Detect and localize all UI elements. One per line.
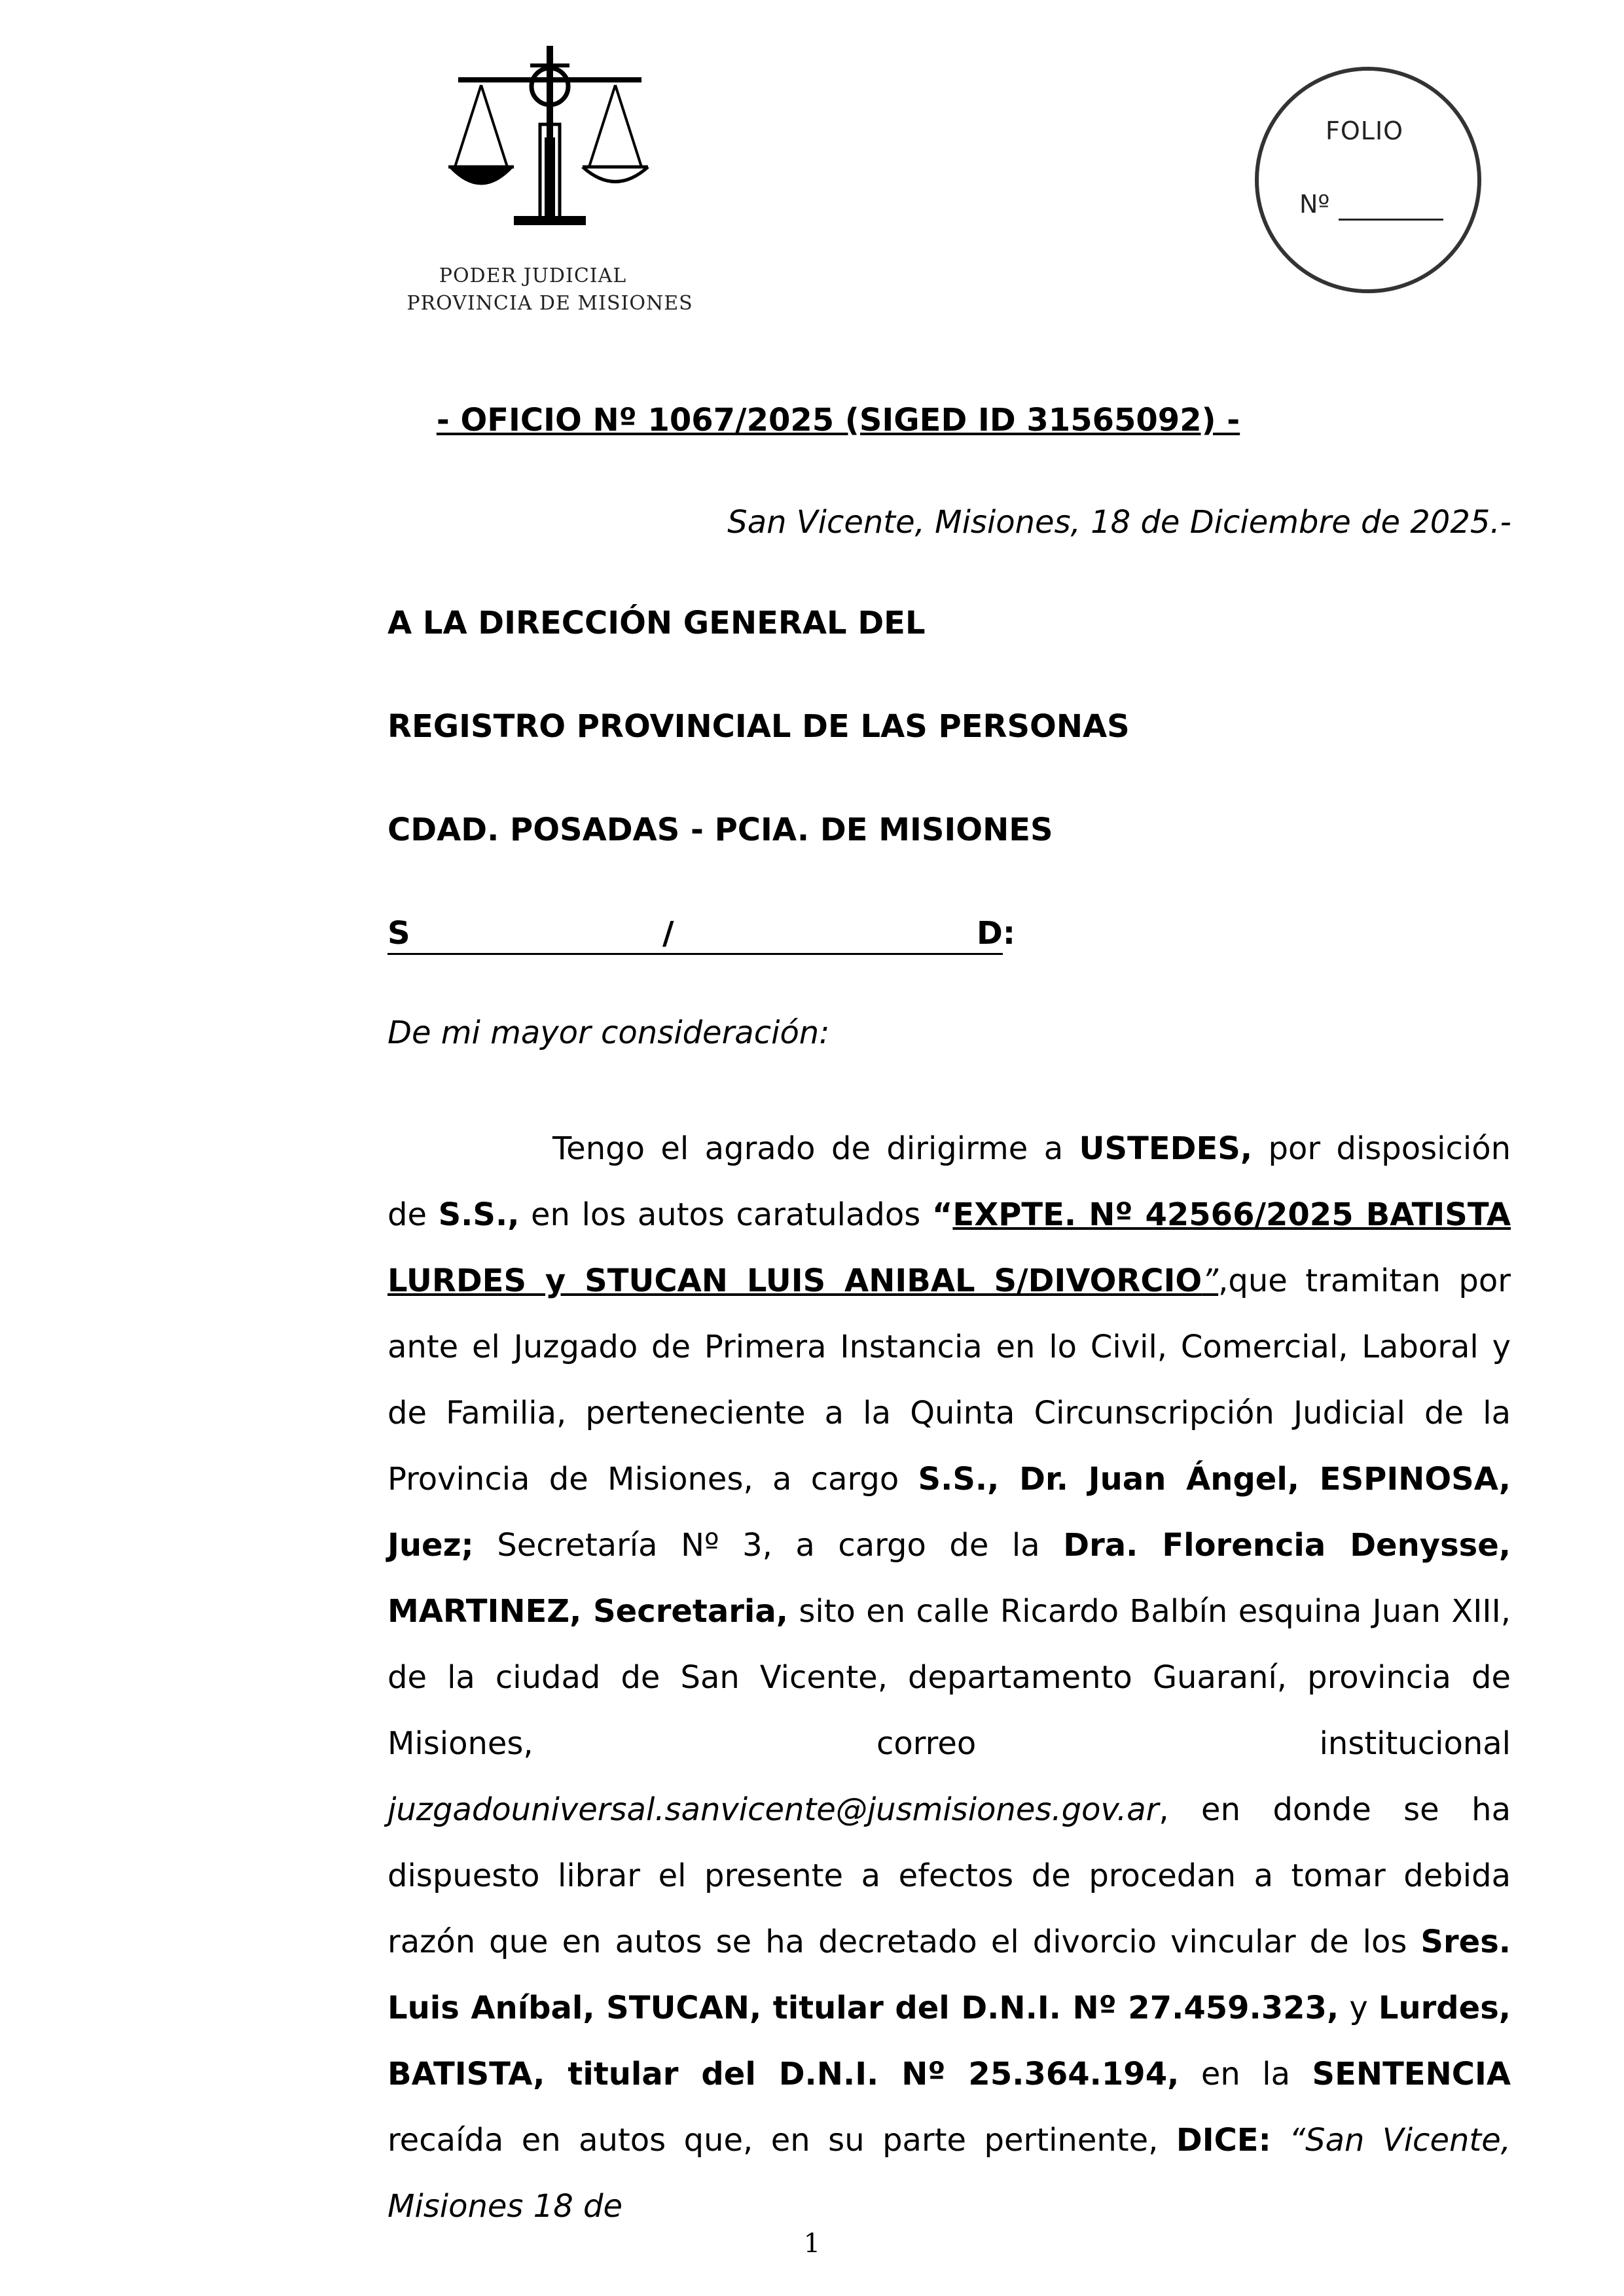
- body-text-2: por disposición de: [388, 1130, 1511, 1233]
- logo-text-line1: PODER JUDICIAL: [439, 264, 627, 287]
- document-date: San Vicente, Misiones, 18 de Diciembre de 2025.-: [727, 504, 1511, 541]
- body-quote-start: “San Vicente, Misiones 18 de: [388, 2122, 1511, 2225]
- body-text-5: Secretaría Nº 3, a cargo de la: [473, 1527, 1064, 1564]
- body-bold-dice: DICE:: [1176, 2122, 1271, 2159]
- body-quote-close: ”: [1202, 1263, 1219, 1299]
- sd-s: S: [388, 915, 410, 952]
- body-text-8: y: [1339, 1990, 1379, 2026]
- logo-text-line2: PROVINCIA DE MISIONES: [406, 292, 693, 315]
- body-quote-open: “: [931, 1196, 953, 1233]
- folio-number-label: Nº: [1299, 190, 1330, 219]
- folio-number-blank: [1339, 219, 1443, 221]
- address-line-1: A LA DIRECCIÓN GENERAL DEL: [388, 605, 926, 641]
- body-text-6: sito en calle Ricardo Balbín esquina Juan XIII, de la ciudad de San Vicente, departamento Guaraní, provincia de Misiones, correo institucional: [388, 1593, 1511, 1762]
- body-bold-judge: S.S., Dr. Juan Ángel, ESPINOSA, Juez;: [388, 1461, 1511, 1564]
- su-despacho: [388, 915, 1042, 956]
- document-heading: [0, 402, 1624, 439]
- body-bold-ustedes: USTEDES,: [1079, 1130, 1253, 1167]
- body-text-10: recaída en autos que, en su parte pertinente,: [388, 2122, 1176, 2159]
- folio-label: FOLIO: [1326, 117, 1404, 145]
- folio-stamp: [1254, 65, 1483, 295]
- body-text-3: en los autos caratulados: [519, 1196, 932, 1233]
- address-line-2: REGISTRO PROVINCIAL DE LAS PERSONAS: [388, 708, 1130, 745]
- court-logo: [406, 39, 694, 315]
- body-text-1: Tengo el agrado de dirigirme a: [552, 1130, 1079, 1167]
- greeting: De mi mayor consideración:: [388, 1014, 830, 1051]
- sd-slash: /: [662, 915, 674, 952]
- case-title: EXPTE. Nº 42566/2025 BATISTA LURDES y STUCAN LUIS ANIBAL S/DIVORCIO: [388, 1196, 1511, 1299]
- scales-of-justice-icon: [432, 39, 668, 255]
- body-bold-party-2: Lurdes, BATISTA, titular del D.N.I. Nº 25.364.194,: [388, 1990, 1511, 2092]
- body-text-4: ,que tramitan por ante el Juzgado de Primera Instancia en lo Civil, Comercial, Laboral y de Familia, perteneciente a la Quinta Circunscripción Judicial de la Provincia de Misiones, a cargo: [388, 1263, 1511, 1498]
- heading-text: - OFICIO Nº 1067/2025 (SIGED ID 31565092) -: [436, 402, 1240, 439]
- sd-d: D:: [977, 915, 1016, 952]
- body-bold-sentencia: SENTENCIA: [1312, 2056, 1511, 2092]
- body-text-7: , en donde se ha dispuesto librar el presente a efectos de procedan a tomar debida razón que en autos se ha decretado el divorcio vincular de los: [388, 1791, 1511, 1960]
- body-text-9: en la: [1179, 2056, 1312, 2092]
- sd-underline: [388, 953, 1003, 955]
- body-bold-secretary: Dra. Florencia Denysse, MARTINEZ, Secretaria,: [388, 1527, 1511, 1630]
- body-bold-party-1: Sres. Luis Aníbal, STUCAN, titular del D.N.I. Nº 27.459.323,: [388, 1924, 1511, 2026]
- body-paragraph: [388, 1116, 1511, 2240]
- address-line-3: CDAD. POSADAS - PCIA. DE MISIONES: [388, 812, 1053, 848]
- page-number: 1: [803, 2229, 821, 2259]
- folio-circle: [1254, 65, 1483, 295]
- institutional-email: juzgadouniversal.sanvicente@jusmisiones.gov.ar: [388, 1791, 1159, 1828]
- body-bold-ss: S.S.,: [438, 1196, 520, 1233]
